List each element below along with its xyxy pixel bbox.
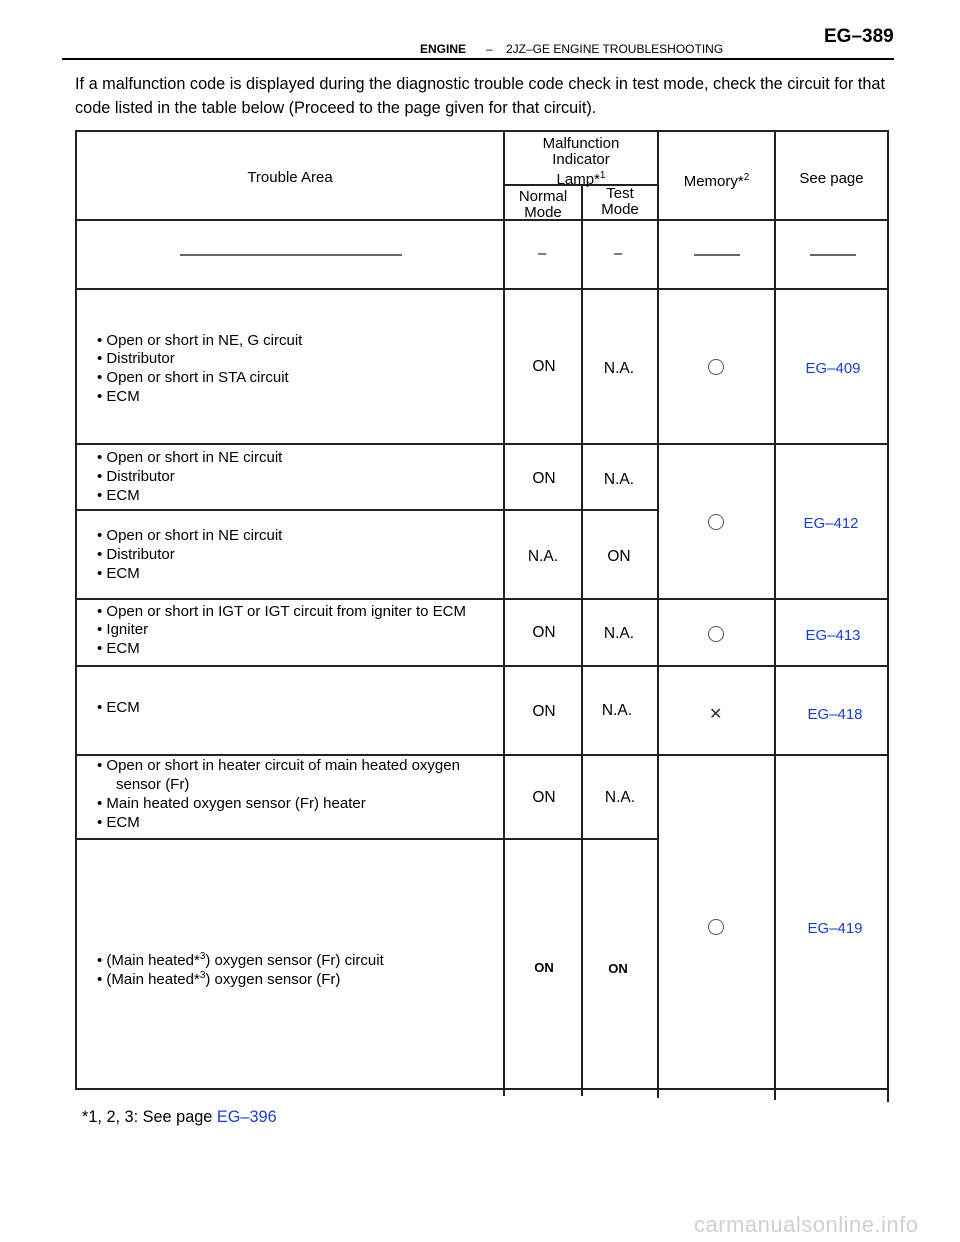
test-mode-value: N.A. xyxy=(603,625,635,642)
trouble-item: • Igniter xyxy=(97,621,149,638)
header-test-mode: Test Mode xyxy=(601,185,639,218)
trouble-item: • Open or short in STA circuit xyxy=(97,369,289,386)
normal-mode-value: ON xyxy=(532,703,556,720)
trouble-item: • Open or short in NE circuit xyxy=(97,527,283,544)
header-memory: Memory*$^2$ xyxy=(683,172,750,190)
trouble-item: • Distributor xyxy=(97,350,175,367)
memory-cross-icon: ✕ xyxy=(709,706,723,723)
trouble-item: • Open or short in NE circuit xyxy=(97,449,283,466)
normal-mode-value: N.A. xyxy=(527,548,559,565)
header-bottom xyxy=(75,219,889,221)
blank-memory xyxy=(694,254,740,256)
trouble-item: • Open or short in IGT or IGT circuit from igniter to ECM xyxy=(97,603,466,620)
trouble-item: • ECM xyxy=(97,640,140,657)
memory-circle-icon xyxy=(708,919,724,935)
trouble-item: • Distributor xyxy=(97,546,175,563)
row-divider xyxy=(75,443,889,445)
row-divider xyxy=(75,838,659,840)
trouble-item: • ECM xyxy=(97,487,140,504)
trouble-item: • Open or short in NE, G circuit xyxy=(97,332,303,349)
trouble-item: • Distributor xyxy=(97,468,175,485)
row0-normal: – xyxy=(538,245,547,262)
row-divider xyxy=(75,288,889,290)
header-normal-mode: Normal Mode xyxy=(518,188,568,221)
page-link[interactable]: EG–413 xyxy=(805,627,861,644)
normal-mode-value: ON xyxy=(532,470,556,487)
page-link[interactable]: EG–409 xyxy=(805,360,861,377)
trouble-item: • ECM xyxy=(97,388,140,405)
page-link[interactable]: EG–418 xyxy=(807,706,863,723)
normal-mode-value: ON xyxy=(532,789,556,806)
trouble-item: • ECM xyxy=(97,565,140,582)
trouble-item: • (Main heated*$^3$) oxygen sensor (Fr) xyxy=(97,970,341,988)
watermark: carmanualsonline.info xyxy=(694,1212,919,1237)
page-link[interactable]: EG–419 xyxy=(807,920,863,937)
col-divider-test xyxy=(657,130,659,1098)
test-mode-value: N.A. xyxy=(603,360,635,377)
test-mode-value: ON xyxy=(607,548,631,565)
row0-test: – xyxy=(614,245,623,262)
footnote-page-link[interactable]: EG–396 xyxy=(216,1108,277,1126)
trouble-item: • ECM xyxy=(97,814,140,831)
table-border-right xyxy=(887,130,889,1102)
header-mil: Malfunction Indicator Lamp*$^1$ xyxy=(542,135,620,188)
normal-mode-value: ON xyxy=(534,960,554,975)
blank-trouble-area xyxy=(180,254,402,256)
trouble-item: • Main heated oxygen sensor (Fr) heater xyxy=(97,795,366,812)
section-subtitle: 2JZ–GE ENGINE TROUBLESHOOTING xyxy=(506,42,724,56)
normal-mode-value: ON xyxy=(532,624,556,641)
header-separator: – xyxy=(486,42,493,56)
trouble-item: • Open or short in heater circuit of main heated oxygen xyxy=(97,757,460,774)
header-trouble-area: Trouble Area xyxy=(247,169,333,186)
row-divider xyxy=(75,509,659,511)
test-mode-value: N.A. xyxy=(604,789,636,806)
intro-paragraph: If a malfunction code is displayed during the diagnostic trouble code check in test mode, check the circuit for that code listed in the table below (Proceed to the page given for that circuit). xyxy=(75,75,885,117)
table-border-top xyxy=(75,130,889,132)
col-divider-normal xyxy=(581,184,583,1096)
row-divider xyxy=(75,598,889,600)
page-number: EG–389 xyxy=(824,26,894,47)
test-mode-value: N.A. xyxy=(601,702,633,719)
memory-circle-icon xyxy=(708,626,724,642)
trouble-item: • ECM xyxy=(97,699,140,716)
blank-page xyxy=(810,254,856,256)
test-mode-value: ON xyxy=(608,961,628,976)
test-mode-value: N.A. xyxy=(603,471,635,488)
page-link[interactable]: EG–412 xyxy=(803,515,859,532)
normal-mode-value: ON xyxy=(532,358,556,375)
header-see-page: See page xyxy=(799,170,864,187)
memory-circle-icon xyxy=(708,514,724,530)
section-title: ENGINE xyxy=(420,42,467,56)
trouble-item: sensor (Fr) xyxy=(116,776,190,793)
trouble-item: • (Main heated*$^3$) oxygen sensor (Fr) circuit xyxy=(97,951,384,969)
row-divider xyxy=(75,665,889,667)
col-divider-trouble xyxy=(503,130,505,1096)
table-border-bottom xyxy=(75,1088,889,1090)
table-border-left xyxy=(75,130,77,1088)
memory-circle-icon xyxy=(708,359,724,375)
footnote: *1, 2, 3: See page EG–396 xyxy=(82,1108,277,1126)
col-divider-memory xyxy=(774,130,776,1100)
